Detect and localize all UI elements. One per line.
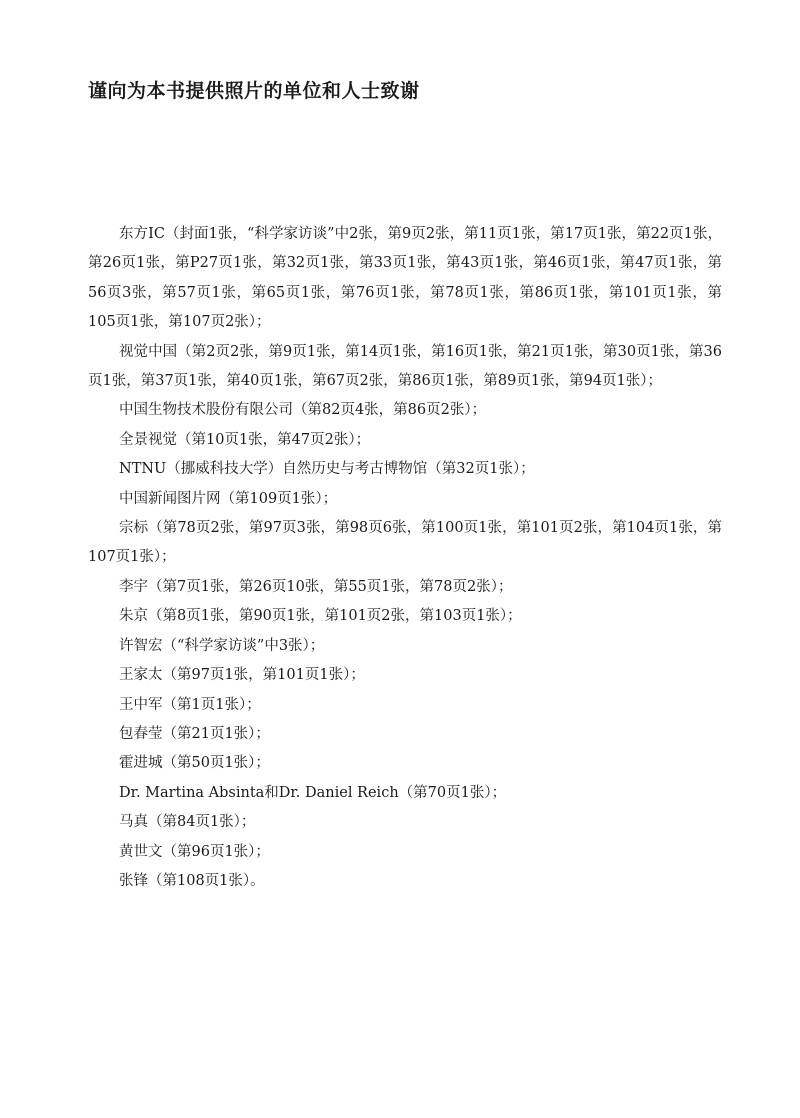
- credit-entry: 东方IC（封面1张，“科学家访谈”中2张，第9页2张，第11页1张，第17页1张，第22页1张，第26页1张，第P27页1张，第32页1张，第33页1张，第43页1张，第46页1张，第47页1张，第56页3张，第57页1张，第65页1张，第76页1张，第78页1张，第86页1张，第101页1张，第105页1张，第107页2张）；: [88, 226, 722, 331]
- credit-entry: 王家太（第97页1张，第101页1张）；: [119, 667, 365, 684]
- credit-entry: 马真（第84页1张）；: [119, 814, 256, 831]
- credit-entry: 全景视觉（第10页1张，第47页2张）；: [119, 431, 371, 448]
- credit-entry: 李宇（第7页1张，第26页10张，第55页1张，第78页2张）；: [119, 578, 513, 595]
- credit-entry: 中国新闻图片网（第109页1张）；: [119, 490, 338, 507]
- page-title: 谨向为本书提供照片的单位和人士致谢: [88, 80, 420, 102]
- credit-entry: 霍进城（第50页1张）；: [119, 755, 270, 772]
- credit-entry: 张锋（第108页1张）。: [119, 872, 265, 889]
- credit-entry: Dr. Martina Absinta和Dr. Daniel Reich（第70页1张）；: [119, 784, 507, 801]
- credit-entry: 视觉中国（第2页2张，第9页1张，第14页1张，第16页1张，第21页1张，第30页1张，第36页1张，第37页1张，第40页1张，第67页2张，第86页1张，第89页1张，第94页1张）；: [88, 343, 722, 390]
- credit-entry: 王中军（第1页1张）；: [119, 696, 261, 713]
- credit-entry: 朱京（第8页1张，第90页1张，第101页2张，第103页1张）；: [119, 608, 522, 625]
- credit-entry: 中国生物技术股份有限公司（第82页4张，第86页2张）；: [119, 402, 487, 419]
- credits-list: [88, 220, 722, 896]
- credit-entry: 黄世文（第96页1张）；: [119, 843, 270, 860]
- credit-entry: NTNU（挪威科技大学）自然历史与考古博物馆（第32页1张）；: [119, 461, 535, 478]
- credit-entry: 许智宏（“科学家访谈”中3张）；: [119, 637, 325, 654]
- credit-entry: 宗标（第78页2张，第97页3张，第98页6张，第100页1张，第101页2张，第104页1张，第107页1张）；: [88, 520, 722, 566]
- credit-entry: 包春莹（第21页1张）；: [119, 725, 270, 742]
